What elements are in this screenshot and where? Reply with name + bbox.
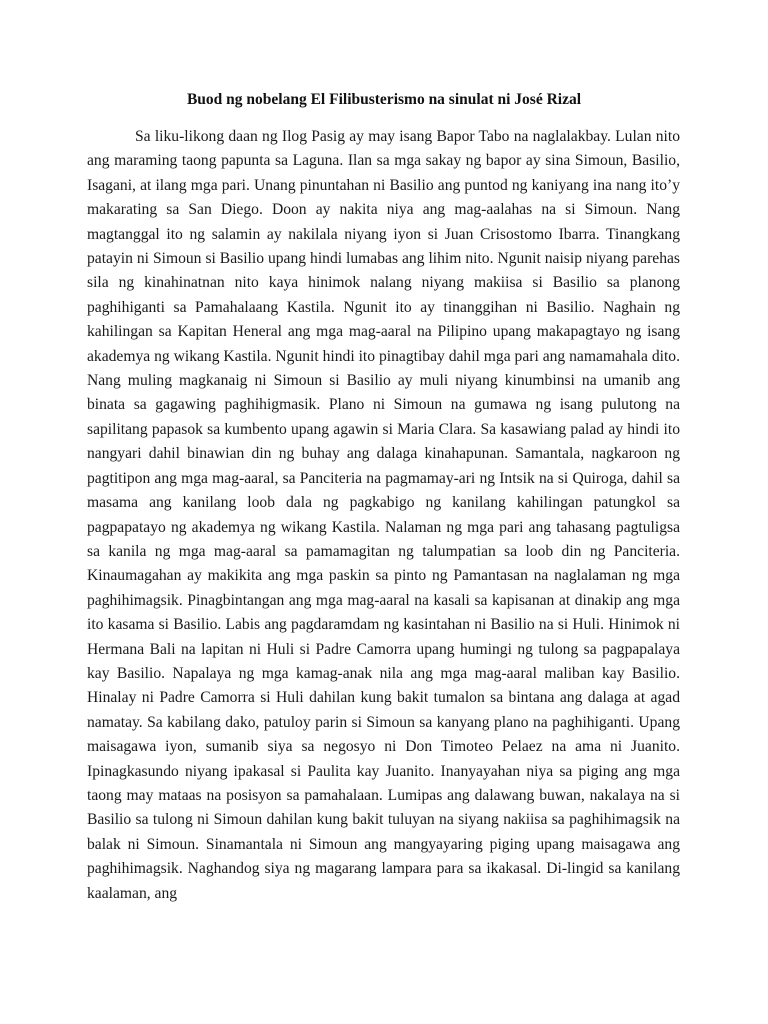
document-title: Buod ng nobelang El Filibusterismo na sinulat ni José Rizal [186,91,582,108]
document-paragraph: Sa liku-likong daan ng Ilog Pasig ay may isang Bapor Tabo na naglalakbay. Lulan nito ang maraming taong papunta sa Laguna. Ilan sa mga sakay ng bapor ay sina Simoun, Basilio, Isagani, at ilang mga pari. Unang pinuntahan ni Basilio ang puntod ng kaniyang ina nang ito’y makarating sa San Diego. Doon ay nakita niya ang mag-aalahas na si Simoun. Nang magtanggal ito ng salamin ay nakilala niyang iyon si Juan Crisostomo Ibarra. Tinangkang patayin ni Simoun si Basilio upang hindi lumabas ang lihim nito. Ngunit naisip niyang parehas sila ng kinahinatnan nito kaya hinimok nalang niyang makiisa si Basilio sa planong paghihiganti sa Pamahalaang Kastila. Ngunit ito ay tinanggihan ni Basilio. Naghain ng kahilingan sa Kapitan Heneral ang mga mag-aaral na Pilipino upang makapagtayo ng isang akademya ng wikang Kastila. Ngunit hindi ito pinagtibay dahil mga pari ang namamahala dito. Nang muling magkanaig ni Simoun si Basilio ay muli niyang kinumbinsi na umanib ang binata sa gagawing paghihigmasik. Plano ni Simoun na gumawa ng isang pulutong na sapilitang papasok sa kumbento upang agawin si Maria Clara. Sa kasawiang palad ay hindi ito nangyari dahil binawian din ng buhay ang dalaga kinahapunan. Samantala, nagkaroon ng pagtitipon ang mga mag-aaral, sa Panciteria na pagmamay-ari ng Intsik na si Quiroga, dahil sa masama ang kanilang loob dala ng pagkabigo ng kanilang kahilingan patungkol sa pagpapatayo ng akademya ng wikang Kastila. Nalaman ng mga pari ang tahasang pagtuligsa sa kanila ng mga mag-aaral sa pamamagitan ng talumpatian sa loob din ng Panciteria. Kinaumagahan ay makikita ang mga paskin sa pinto ng Pamantasan na naglalaman ng mga paghihimagsik. Pinagbintangan ang mga mag-aaral na kasali sa kapisanan at dinakip ang mga ito kasama si Basilio. Labis ang pagdaramdam ng kasintahan ni Basilio na si Huli. Hinimok ni Hermana Bali na lapitan ni Huli si Padre Camorra upang humingi ng tulong sa pagpapalaya kay Basilio. Napalaya ng mga kamag-anak nila ang mga mag-aaral maliban kay Basilio. Hinalay ni Padre Camorra si Huli dahilan kung bakit tumalon sa bintana ang dalaga at agad namatay. Sa kabilang dako, patuloy parin si Simoun sa kanyang plano na paghihiganti. Upang maisagawa iyon, sumanib siya sa negosyo ni Don Timoteo Pelaez na ama ni Juanito. Ipinagkasundo niyang ipakasal si Paulita kay Juanito. Inanyayahan niya sa piging ang mga taong may mataas na posisyon sa pamahalaan. Lumipas ang dalawang buwan, nakalaya na si Basilio sa tulong ni Simoun dahilan kung bakit tuluyan na siyang nakiisa sa paghihimagsik na balak ni Simoun. Sinamantala ni Simoun ang mangyayaring piging upang maisagawa ang paghihimagsik. Naghandog siya ng magarang lampara para sa ikakasal. Di-lingid sa kanilang kaalaman, ang [87,128,680,902]
